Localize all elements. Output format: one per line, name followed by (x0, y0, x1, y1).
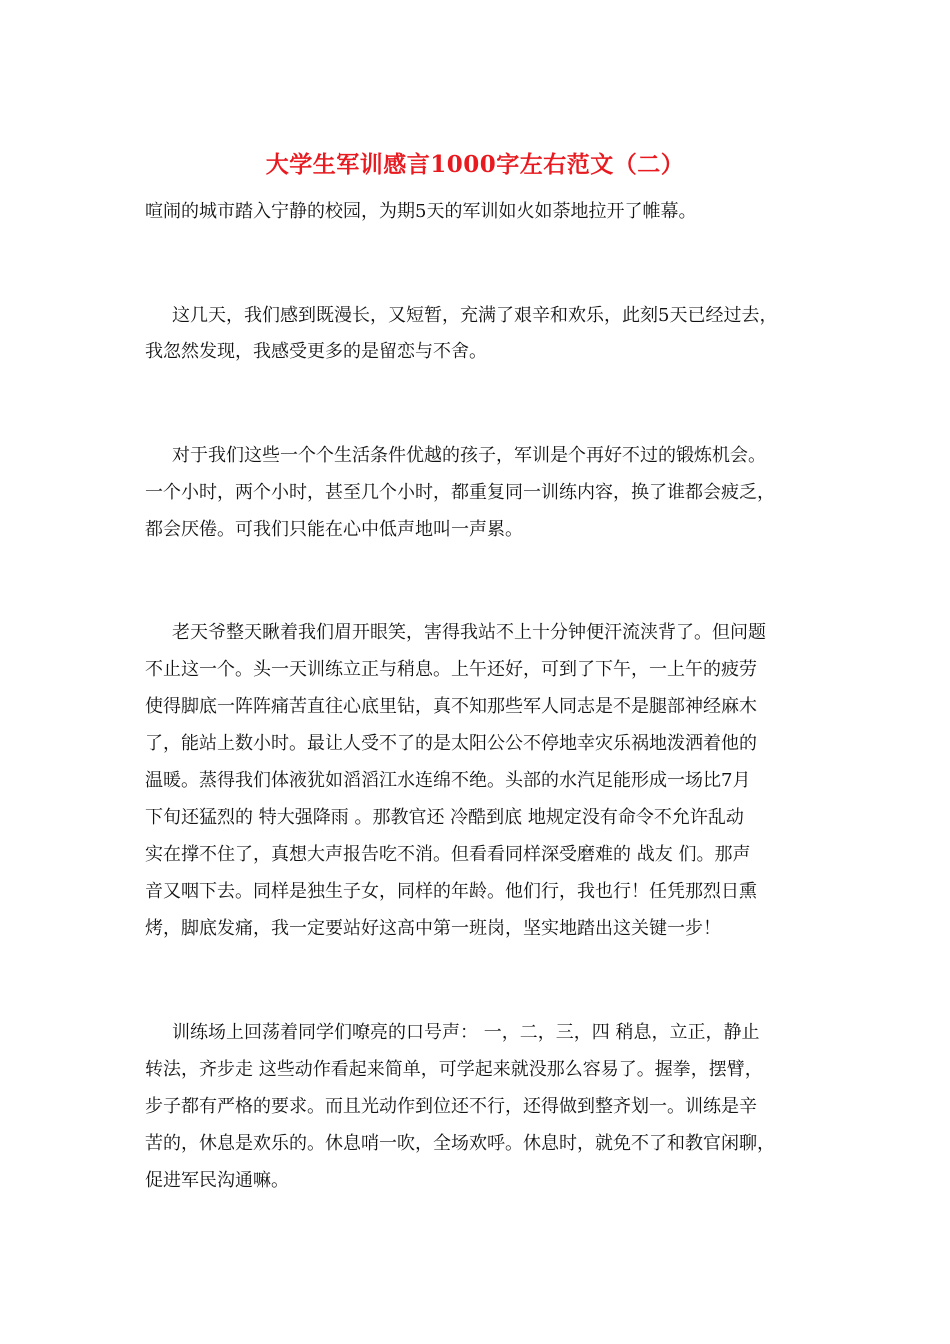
document-title: 大学生军训感言1000字左右范文（二） (265, 151, 685, 178)
paragraph-4-line-3: 使得脚底一阵阵痛苦直往心底里钻，真不知那些军人同志是不是腿部神经麻木 (145, 696, 757, 717)
paragraph-3-line-2: 一个小时，两个小时，甚至几个小时，都重复同一训练内容，换了谁都会疲乏， (145, 482, 775, 503)
paragraph-3-line-3: 都会厌倦。可我们只能在心中低声地叫一声累。 (145, 519, 523, 540)
paragraph-5-line-4: 苦的，休息是欢乐的。休息哨一吹，全场欢呼。休息时，就免不了和教官闲聊， (145, 1133, 775, 1154)
paragraph-4-line-4: 了，能站上数小时。最让人受不了的是太阳公公不停地幸灾乐祸地泼洒着他的 (145, 733, 757, 754)
paragraph-4-line-5: 温暖。蒸得我们体液犹如滔滔江水连绵不绝。头部的水汽足能形成一场比7月 (145, 770, 751, 791)
paragraph-5-line-1: 训练场上回荡着同学们嘹亮的口号声： 一，二，三，四 稍息，立正，静止 (172, 1022, 760, 1043)
paragraph-1-line-1: 喧闹的城市踏入宁静的校园，为期5天的军训如火如荼地拉开了帷幕。 (145, 201, 697, 222)
paragraph-4-line-8: 音又咽下去。同样是独生子女，同样的年龄。他们行，我也行！任凭那烈日熏 (145, 881, 757, 902)
paragraph-4-line-2: 不止这一个。头一天训练立正与稍息。上午还好，可到了下午，一上午的疲劳 (145, 659, 757, 680)
paragraph-5-line-2: 转法，齐步走 这些动作看起来简单，可学起来就没那么容易了。握拳，摆臂， (145, 1059, 763, 1080)
paragraph-4-line-1: 老天爷整天瞅着我们眉开眼笑，害得我站不上十分钟便汗流浃背了。但问题 (172, 622, 766, 643)
paragraph-4-line-7: 实在撑不住了，真想大声报告吃不消。但看看同样深受磨难的 战友 们。那声 (145, 844, 751, 865)
paragraph-3-line-1: 对于我们这些一个个生活条件优越的孩子，军训是个再好不过的锻炼机会。 (172, 445, 766, 466)
paragraph-5-line-3: 步子都有严格的要求。而且光动作到位还不行，还得做到整齐划一。训练是辛 (145, 1096, 757, 1117)
paragraph-2-line-2: 我忽然发现，我感受更多的是留恋与不舍。 (145, 341, 487, 362)
paragraph-4-line-6: 下旬还猛烈的 特大强降雨 。那教官还 冷酷到底 地规定没有命令不允许乱动 (145, 807, 744, 828)
paragraph-5-line-5: 促进军民沟通嘛。 (145, 1170, 289, 1191)
paragraph-2-line-1: 这几天，我们感到既漫长，又短暂，充满了艰辛和欢乐，此刻5天已经过去， (172, 305, 778, 326)
paragraph-4-line-9: 烤，脚底发痛，我一定要站好这高中第一班岗，坚实地踏出这关键一步！ (145, 918, 721, 939)
